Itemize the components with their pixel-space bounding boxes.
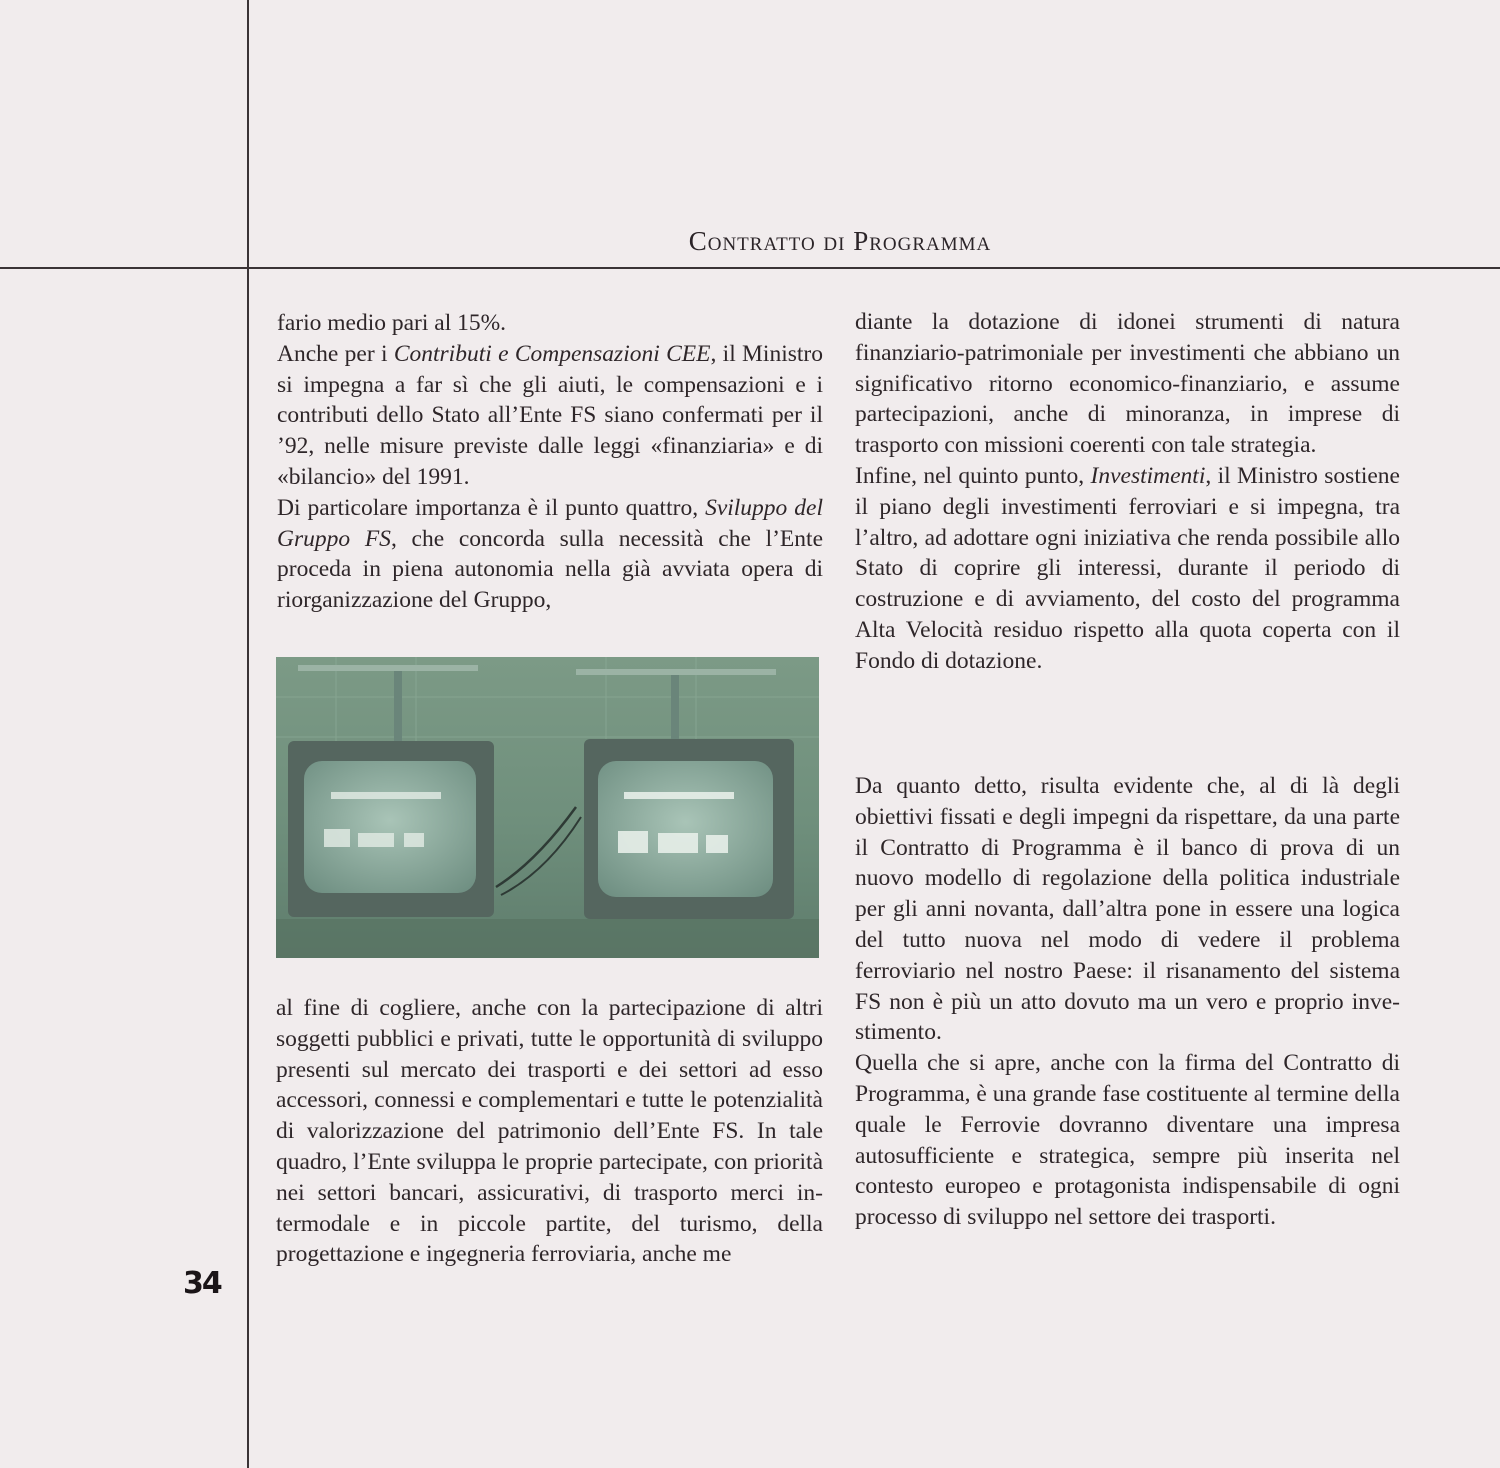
text-run: , il Ministro sostiene il piano degli investimenti ferroviari e si impegna, tra l’altro, ad adottare ogni iniziativa che renda possibile allo Stato di coprire gli interessi, durante il periodo di costruzione e di avviamento, del costo del programma Alta Velocità residuo rispetto alla quota coperta con il Fondo di dotazione. <box>855 462 1400 674</box>
paragraph: diante la dotazione di idonei strumenti di natura finanziario-patrimoniale per investimenti che abbiano un significativo ritorno economico-finanziario, e assume partecipazioni, anche di minoranza, in imprese di trasporto con missioni coerenti con tale strategia. <box>855 309 1400 459</box>
left-column-bottom <box>276 993 823 1270</box>
italic-term: Sviluppo del Gruppo FS <box>277 494 824 552</box>
right-column-bottom <box>855 771 1400 1233</box>
header-rule <box>0 267 1500 269</box>
text-run: , il Ministro si impegna a far sì che gli aiuti, le compensazioni e i contributi dello Stato all’Ente FS siano confermati per il ’92, nelle misure previste dalle leggi «finanziaria» e di «bilancio» del 1991. <box>277 340 823 490</box>
paragraph <box>855 461 1400 677</box>
monitors-illustration <box>276 657 819 958</box>
left-column-top <box>277 308 823 616</box>
paragraph <box>277 493 823 616</box>
text-run: Infine, nel quinto punto, <box>855 462 1091 489</box>
paragraph: fario medio pari al 15%. <box>277 310 507 336</box>
italic-term: Investimenti <box>1090 462 1206 489</box>
page-number: 34 <box>183 1266 221 1301</box>
paragraph: Quella che si apre, anche con la firma del Contratto di Programma, è una grande fase costituente al termine della quale le Ferrovie dovranno diventare una impresa autosufficiente e strategica, sempre più inserita nel contesto europeo e protagonista indispensabile di ogni processo di sviluppo nel settore dei trasporti. <box>855 1050 1400 1231</box>
paragraph: Da quanto detto, risulta evidente che, al di là degli obiettivi fissati e degli impegni da rispettare, da una parte il Contratto di Programma è il banco di prova di un nuovo modello di regolazione della politica industriale per gli anni novanta, dall’altra pone in essere una logica del tutto nuova nel modo di vedere il problema ferroviario nel nostro Paese: il risanamento del sistema FS non è più un atto dovuto ma un vero e proprio investimento. <box>855 773 1400 1046</box>
photo-monitors <box>276 657 819 958</box>
italic-term: Contributi e Compensazioni CEE <box>393 340 711 367</box>
running-header: Contratto di Programma <box>688 226 992 256</box>
vertical-rule <box>247 0 249 1468</box>
paragraph: al fine di cogliere, anche con la partecipazione di altri soggetti pubblici e privati, tutte le opportunità di sviluppo presenti sul mercato dei trasporti e dei settori ad esso accessori, connessi e complementari e tutte le potenzialità di valorizzazione del patrimonio dell’Ente FS. In tale quadro, l’Ente sviluppa le proprie partecipate, con priorità nei settori bancari, assicurativi, di trasporto merci intermodale e in piccole partite, del turismo, della progettazione e ingegneria ferroviaria, anche me <box>276 995 823 1268</box>
text-run: Di particolare importanza è il punto quattro, <box>277 494 706 521</box>
paragraph <box>277 339 823 493</box>
text-run: , che concorda sulla necessità che l’Ente proceda in piena autonomia nella già avviata opera di riorganizzazione del Gruppo, <box>277 525 823 614</box>
text-run: Anche per i <box>277 340 394 367</box>
right-column-top <box>855 307 1400 677</box>
